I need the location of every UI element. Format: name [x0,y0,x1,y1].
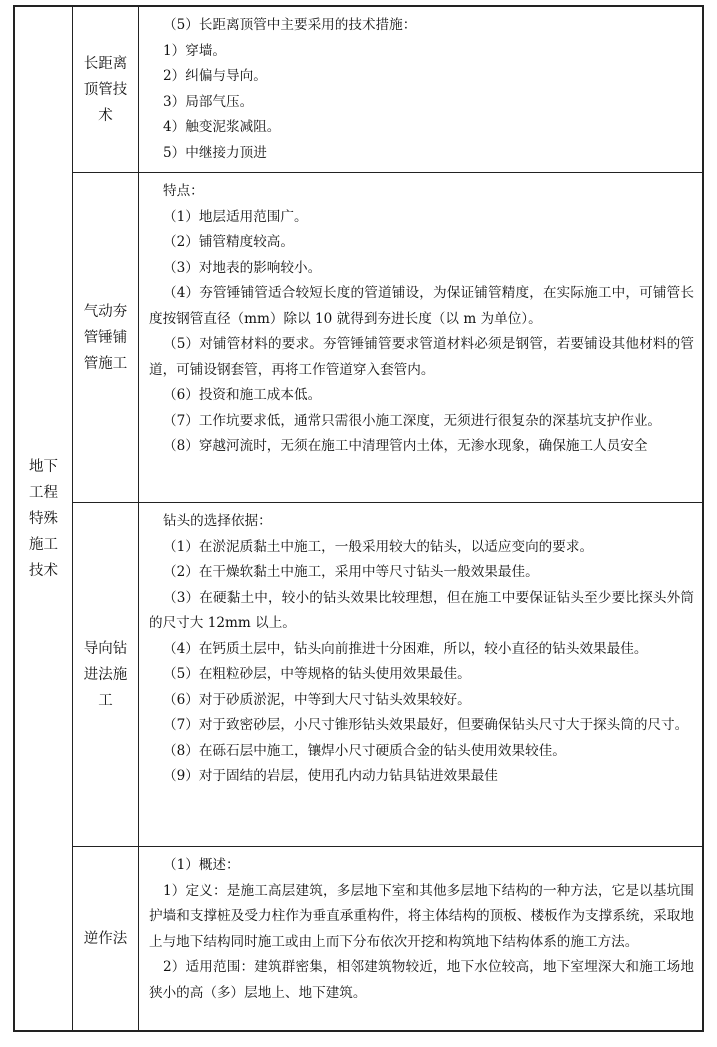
row-label: 气动夯管锤铺管施工 [83,303,128,372]
row-label: 导向钻进法施工 [83,640,128,709]
table-row [73,847,702,1030]
row-label-cell [73,503,139,846]
construction-table [13,5,704,1032]
content-line: （4）在钙质土层中，钻头向前推进十分困难，所以，较小直径的钻头效果最佳。 [163,640,648,657]
row-label-cell [73,7,139,172]
content-line: 钻头的选择依据： [163,513,272,529]
row-content [139,7,702,172]
category-cell [15,7,73,1030]
row-label: 长距离顶管技术 [83,55,128,124]
content-line: 1）定义：是施工高层建筑，多层地下室和其他多层地下结构的一种方法，它是以基坑围护墙和支撑桩及受力柱作为垂直承重构件，将主体结构的顶板、楼板作为支撑系统，采取地上与地下结构同时施工或由上而下分布依次开挖和构筑地下结构体系的施工方法。 [149,882,694,950]
content-line: （5）对铺管材料的要求。夯管锤铺管要求管道材料必须是钢管，若要铺设其他材料的管道，可铺设钢套管，再将工作管道穿入套管内。 [149,336,694,378]
content-line: （1）地层适用范围广。 [163,208,308,225]
content-line: 2）适用范围：建筑群密集，相邻建筑物较近，地下水位较高，地下室埋深大和施工场地狭小的高（多）层地上、地下建筑。 [149,959,694,1001]
content-line: （5）长距离顶管中主要采用的技术措施： [163,17,417,33]
content-line: （1）在淤泥质黏土中施工，一般采用较大的钻头，以适应变向的要求。 [163,538,594,555]
table-row [73,503,702,847]
content-line: 1）穿墙。 [163,42,227,59]
content-line: （2）铺管精度较高。 [163,234,294,250]
content-line: （4）夯管锤铺管适合较短长度的管道铺设，为保证铺管精度，在实际施工中，可铺管长度按钢管直径（mm）除以 10 就得到夯进长度（以 m 为单位）。 [149,285,694,327]
row-content [139,847,702,1030]
content-line: （1）概述： [163,857,240,873]
content-line: （2）在干燥软黏土中施工，采用中等尺寸钻头一般效果最佳。 [163,564,539,580]
content-line: （8）穿越河流时，无须在施工中清理管内土体，无渗水现象，确保施工人员安全 [163,438,648,454]
category-label: 地下工程特殊施工技术 [29,458,58,579]
content-line: 3）局部气压。 [163,93,254,110]
content-line: （6）对于砂质淤泥，中等到大尺寸钻头效果较好。 [163,691,471,708]
row-label: 逆作法 [83,930,128,947]
content-line: 2）纠偏与导向。 [163,68,267,84]
content-line: 5）中继接力顶进 [163,144,267,161]
row-label-cell [73,847,139,1030]
content-line: 特点： [163,183,204,199]
content-line: （5）在粗粒砂层，中等规格的钻头使用效果最佳。 [163,666,471,682]
content-line: （7）对于致密砂层，小尺寸锥形钻头效果最好，但要确保钻头尺寸大于探头筒的尺寸。 [163,717,689,733]
row-content [139,503,702,846]
table-row [73,173,702,503]
content-line: （6）投资和施工成本低。 [163,387,322,403]
content-line: （9）对于固结的岩层，使用孔内动力钻具钻进效果最佳 [163,768,498,784]
content-line: （3）在硬黏土中，较小的钻头效果比较理想，但在施工中要保证钻头至少要比探头外筒的尺寸大 12mm 以上。 [149,589,694,631]
content-line: （3）对地表的影响较小。 [163,259,322,276]
content-line: 4）触变泥浆减阻。 [163,119,281,135]
row-label-cell [73,173,139,502]
content-line: （8）在砾石层中施工，镶焊小尺寸硬质合金的钻头使用效果较佳。 [163,742,566,759]
row-content [139,173,702,502]
table-row [73,7,702,173]
content-line: （7）工作坑要求低，通常只需很小施工深度，无须进行很复杂的深基坑支护作业。 [163,412,662,429]
